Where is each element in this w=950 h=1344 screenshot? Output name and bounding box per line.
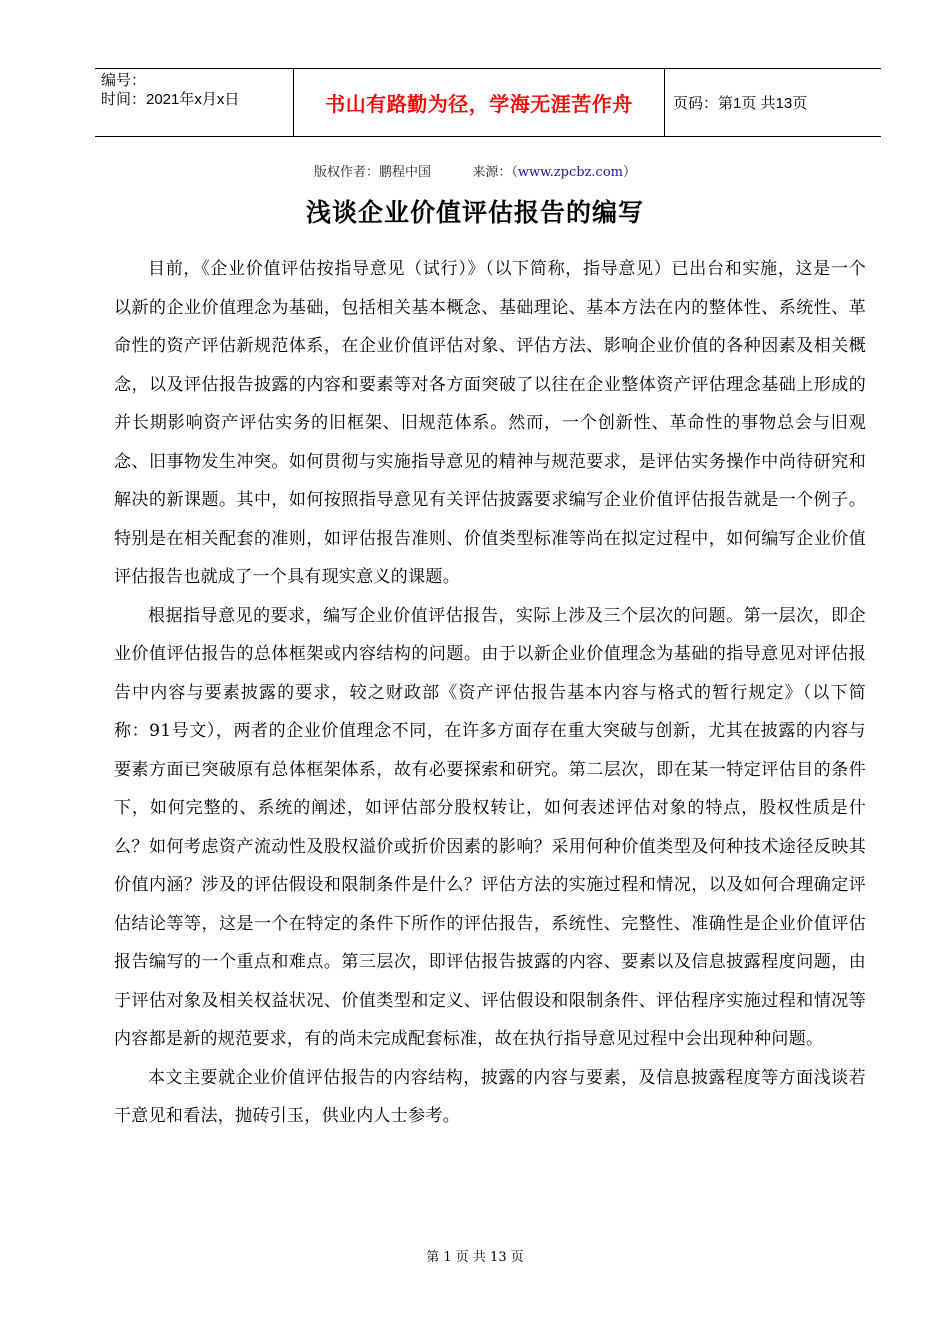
article-body	[114, 250, 866, 1136]
paragraph: 根据指导意见的要求，编写企业价值评估报告，实际上涉及三个层次的问题。第一层次，即企业价值评估报告的总体框架或内容结构的问题。由于以新企业价值理念为基础的指导意见对评估报告中内容与要素披露的要求，较之财政部《资产评估报告基本内容与格式的暂行规定》（以下简称：91号文），两者的企业价值理念不同，在许多方面存在重大突破与创新，尤其在披露的内容与要素方面已突破原有总体框架体系，故有必要探索和研究。第二层次，即在某一特定评估目的条件下，如何完整的、系统的阐述，如评估部分股权转让，如何表述评估对象的特点，股权性质是什么？如何考虑资产流动性及股权溢价或折价因素的影响？采用何种价值类型及何种技术途径反映其价值内涵？涉及的评估假设和限制条件是什么？评估方法的实施过程和情况，以及如何合理确定评估结论等等，这是一个在特定的条件下所作的评估报告，系统性、完整性、准确性是企业价值评估报告编写的一个重点和难点。第三层次，即评估报告披露的内容、要素以及信息披露程度问题，由于评估对象及相关权益状况、价值类型和定义、评估假设和限制条件、评估程序实施过程和情况等内容都是新的规范要求，有的尚未完成配套标准，故在执行指导意见过程中会出现种种问题。	[114, 605, 866, 1049]
page-footer: 第 1 页 共 13 页	[426, 1250, 524, 1265]
source-label: 来源：（	[472, 165, 518, 180]
header-motto: 书山有路勤为径，学海无涯苦作舟	[293, 69, 665, 136]
header-meta	[95, 69, 293, 136]
paragraph: 目前，《企业价值评估按指导意见（试行）》（以下简称，指导意见）已出台和实施，这是一个以新的企业价值理念为基础，包括相关基本概念、基础理论、基本方法在内的整体性、系统性、革命性的资产评估新规范体系，在企业价值评估对象、评估方法、影响企业价值的各种因素及相关概念，以及评估报告披露的内容和要素等对各方面突破了以往在企业整体资产评估理念基础上形成的并长期影响资产评估实务的旧框架、旧规范体系。然而，一个创新性、革命性的事物总会与旧观念、旧事物发生冲突。如何贯彻与实施指导意见的精神与规范要求，是评估实务操作中尚待研究和解决的新课题。其中，如何按照指导意见有关评估披露要求编写企业价值评估报告就是一个例子。特别是在相关配套的准则，如评估报告准则、价值类型标准等尚在拟定过程中，如何编写企业价值评估报告也就成了一个具有现实意义的课题。	[114, 259, 866, 587]
document-number-label: 编号：	[101, 72, 147, 89]
source-close: ）	[623, 165, 637, 180]
source-link[interactable]: www.zpcbz.com	[517, 165, 623, 180]
author-credit: 版权作者：鹏程中国	[313, 165, 431, 180]
document-time-label: 时间：2021年x月x日	[101, 91, 240, 108]
source-line	[0, 161, 950, 180]
article-title: 浅谈企业价值评估报告的编写	[305, 198, 644, 227]
paragraph: 本文主要就企业价值评估报告的内容结构，披露的内容与要素，及信息披露程度等方面浅谈若干意见和看法，抛砖引玉，供业内人士参考。	[114, 1067, 866, 1126]
header-page-info: 页码：第1页 共13页	[673, 95, 808, 112]
page-header	[95, 68, 881, 137]
